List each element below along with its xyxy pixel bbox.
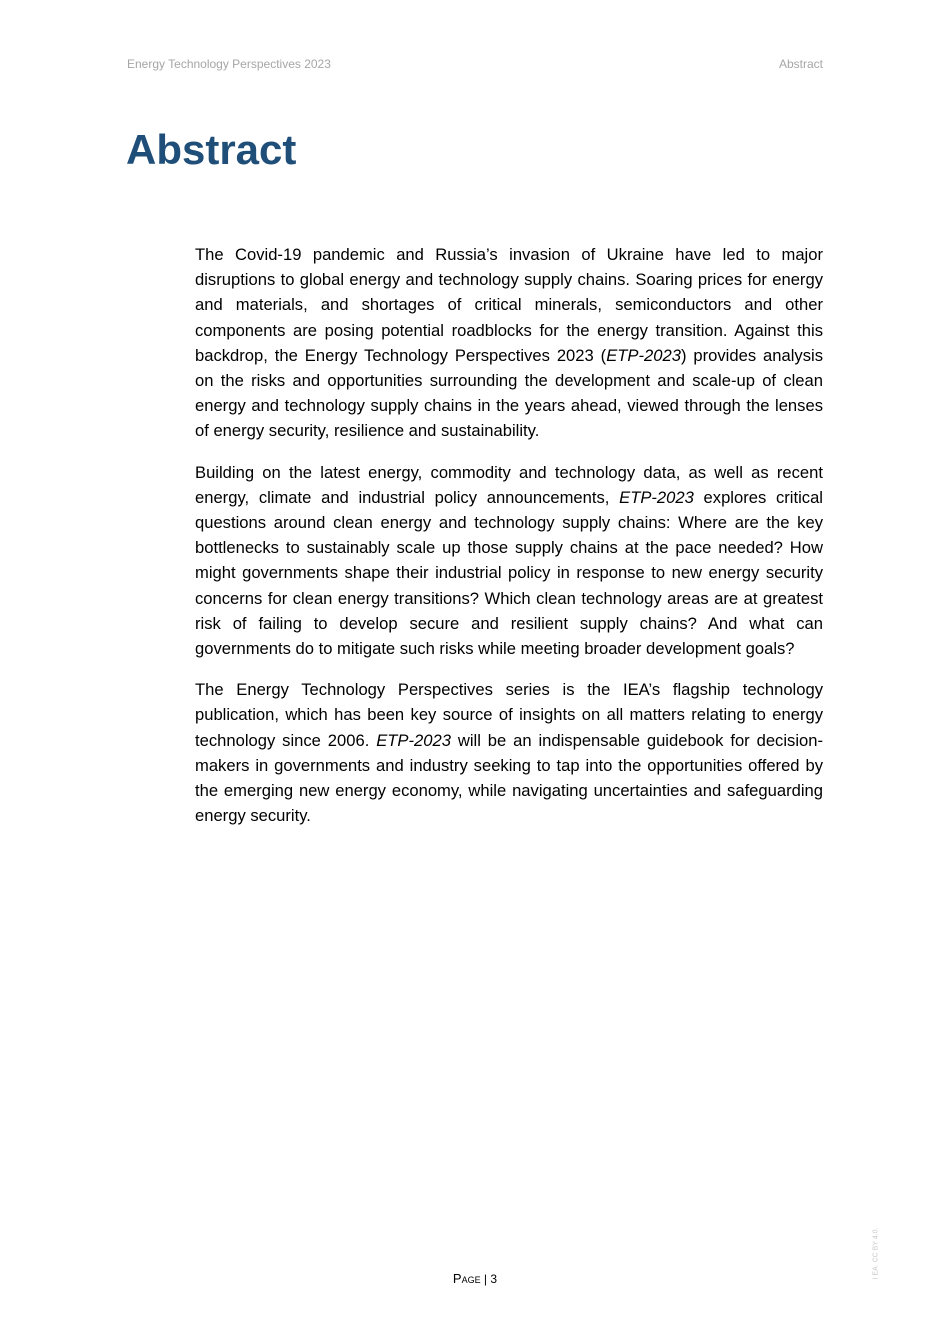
paragraph-2-text-b: explores critical questions around clean energy and technology supply chains: Where are the key bottlenecks to sustainably scale up those supply chains at the pace needed? How might governments shape their industrial policy in response to new energy security concerns for clean energy transitions? Which clean technology areas are at greatest risk of failing to develop secure and resilient supply chains? And what can governments do to mitigate such risks while meeting broader development goals?: [195, 487, 823, 659]
paragraph-1-text-a: The Covid-19 pandemic and Russia’s invasion of Ukraine have led to major disruptions to global energy and technology supply chains. Soaring prices for energy and materials, and shortages of critical minerals, semiconductors and other components are posing potential roadblocks for the energy transition. Against this backdrop, the Energy Technology Perspectives 2023 (: [195, 245, 823, 365]
paragraph-1: [195, 242, 823, 444]
abstract-body: [195, 242, 823, 844]
paragraph-1-text-b: ) provides analysis on the risks and opportunities surrounding the development and scale-up of clean energy and technology supply chains in the years ahead, viewed through the lenses of energy security, resilience and sustainability.: [195, 345, 824, 441]
page-separator: |: [480, 1272, 491, 1286]
paragraph-3-etp-italic: ETP-2023: [376, 730, 451, 750]
paragraph-3: [195, 677, 823, 828]
running-header-title: Energy Technology Perspectives 2023: [127, 57, 331, 71]
running-header-section: Abstract: [778, 57, 823, 71]
page-footer: [0, 1271, 950, 1286]
page-title: Abstract: [126, 126, 297, 173]
page-label: Page: [452, 1271, 481, 1286]
paragraph-3-text-a: The Energy Technology Perspectives series is the IEA’s flagship technology publication, which has been key source of insights on all matters relating to energy technology since 2006.: [195, 680, 823, 750]
paragraph-2-etp-italic: ETP-2023: [619, 487, 694, 507]
paragraph-3-text-b: will be an indispensable guidebook for decision-makers in governments and industry seeking to tap into the opportunities offered by the emerging new energy economy, while navigating uncertainties and safeguarding energy security.: [195, 730, 823, 826]
paragraph-2: [195, 460, 823, 662]
paragraph-1-etp-italic: ETP-2023: [606, 345, 681, 365]
paragraph-2-text-a: Building on the latest energy, commodity and technology data, as well as recent energy, climate and industrial policy announcements,: [195, 462, 823, 507]
page-number: 3: [490, 1272, 498, 1286]
license-notice: I EA. CC BY 4.0.: [872, 1227, 880, 1280]
